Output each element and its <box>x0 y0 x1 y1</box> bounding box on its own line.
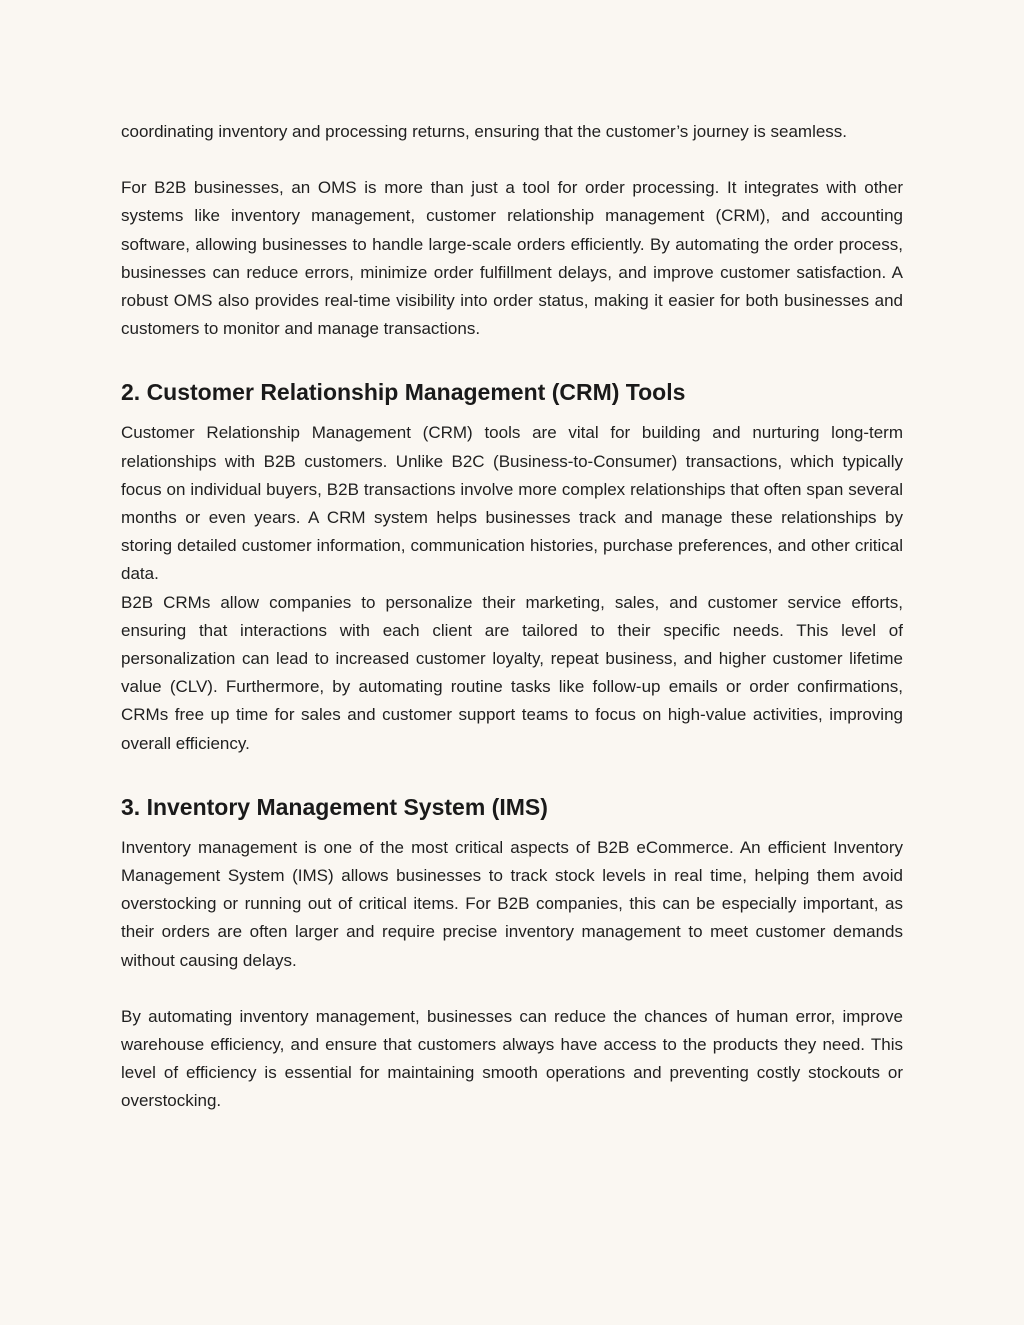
paragraph-ims-1: Inventory management is one of the most critical aspects of B2B eCommerce. An efficient Inventory Management System (IMS) allows businesses to track stock levels in real time, helping them avoid overstocking or running out of critical items. For B2B companies, this can be especially important, as their orders are often larger and require precise inventory management to meet customer demands without causing delays. <box>121 837 903 970</box>
section-heading-ims: 3. Inventory Management System (IMS) <box>121 793 548 820</box>
paragraph-oms: For B2B businesses, an OMS is more than just a tool for order processing. It integrates with other systems like inventory management, customer relationship management (CRM), and accounting software, allowing businesses to handle large-scale orders efficiently. By automating the order process, businesses can reduce errors, minimize order fulfillment delays, and improve customer satisfaction. A robust OMS also provides real-time visibility into order status, making it easier for both businesses and customers to monitor and manage transactions. <box>121 178 903 339</box>
paragraph-crm-2: B2B CRMs allow companies to personalize their marketing, sales, and customer service efforts, ensuring that interactions with each client are tailored to their specific needs. This level of personalization can lead to increased customer loyalty, repeat business, and higher customer lifetime value (CLV). Furthermore, by automating routine tasks like follow-up emails or order confirmations, CRMs free up time for sales and customer support teams to focus on high-value activities, improving overall efficiency. <box>121 592 903 753</box>
section-heading-crm: 2. Customer Relationship Management (CRM) Tools <box>121 379 686 406</box>
paragraph-crm-1: Customer Relationship Management (CRM) tools are vital for building and nurturing long-term relationships with B2B customers. Unlike B2C (Business-to-Consumer) transactions, which typically focus on individual buyers, B2B transactions involve more complex relationships that often span several months or even years. A CRM system helps businesses track and manage these relationships by storing detailed customer information, communication histories, purchase preferences, and other critical data. <box>121 423 903 584</box>
paragraph-ims-2: By automating inventory management, businesses can reduce the chances of human error, improve warehouse efficiency, and ensure that customers always have access to the products they need. This level of efficiency is essential for maintaining smooth operations and preventing costly stockouts or overstocking. <box>121 1006 903 1111</box>
paragraph-continuation: coordinating inventory and processing returns, ensuring that the customer’s journey is seamless. <box>121 122 848 141</box>
document-page <box>121 118 903 1116</box>
paragraph-gap <box>121 975 903 1003</box>
paragraph-gap <box>121 146 903 174</box>
